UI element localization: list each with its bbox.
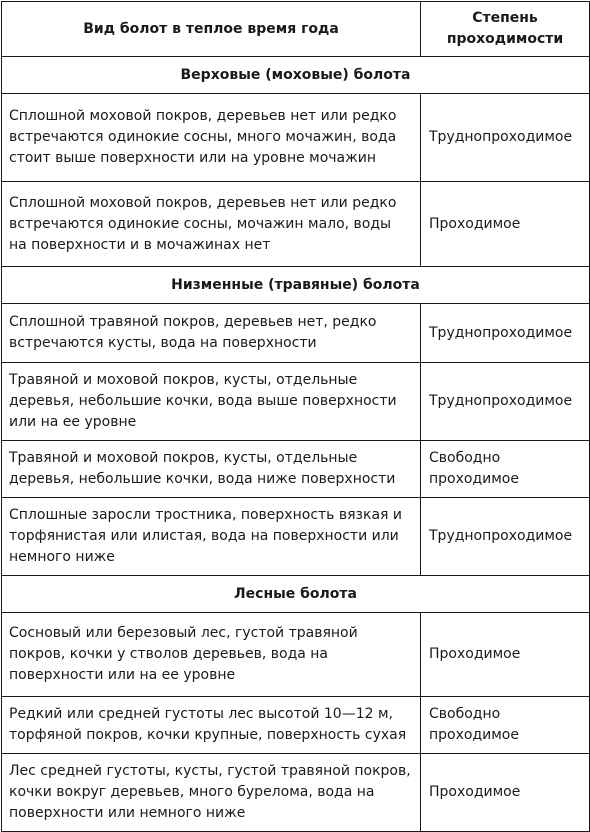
header-row <box>2 2 590 57</box>
table-row <box>2 498 590 576</box>
section-title: Низменные (травяные) болота <box>2 267 590 304</box>
passability-value: Труднопроходимое <box>421 304 590 363</box>
table-row <box>2 754 590 832</box>
passability-value: Проходимое <box>421 754 590 832</box>
swamp-description: Сплошной моховой покров, деревьев нет или редко встречаются одинокие сосны, мочажин мало, воды на поверхности и в мочажинах нет <box>2 182 421 267</box>
section-title: Верховые (моховые) болота <box>2 57 590 94</box>
section-title: Лесные болота <box>2 576 590 613</box>
table-row <box>2 304 590 363</box>
table-row <box>2 441 590 498</box>
swamp-description: Редкий или средней густоты лес высотой 10—12 м, торфяной покров, кочки крупные, поверхность сухая <box>2 697 421 754</box>
swamp-description: Сосновый или березовый лес, густой травяной покров, кочки у стволов деревьев, вода на поверхности или на ее уровне <box>2 613 421 697</box>
column-header-swamp-type: Вид болот в теплое время года <box>2 2 421 57</box>
passability-value: Проходимое <box>421 182 590 267</box>
section-row <box>2 267 590 304</box>
table-row <box>2 613 590 697</box>
table-row <box>2 363 590 441</box>
swamp-description: Сплошные заросли тростника, поверхность вязкая и торфянистая или илистая, вода на поверхности или немного ниже <box>2 498 421 576</box>
table-row <box>2 182 590 267</box>
passability-value: Труднопроходимое <box>421 363 590 441</box>
section-row <box>2 576 590 613</box>
passability-value: Свободно проходимое <box>421 697 590 754</box>
swamp-description: Сплошной моховой покров, деревьев нет или редко встречаются одинокие сосны, много мочажин, вода стоит выше поверхности или на уровне мочажин <box>2 94 421 182</box>
swamp-description: Травяной и моховой покров, кусты, отдельные деревья, небольшие кочки, вода выше поверхности или на ее уровне <box>2 363 421 441</box>
passability-value: Труднопроходимое <box>421 94 590 182</box>
swamp-description: Лес средней густоты, кусты, густой травяной покров, кочки вокруг деревьев, много бурелома, вода на поверхности или немного ниже <box>2 754 421 832</box>
section-row <box>2 57 590 94</box>
table-row <box>2 94 590 182</box>
swamp-description: Сплошной травяной покров, деревьев нет, редко встречаются кусты, вода на поверхности <box>2 304 421 363</box>
swamp-passability-table <box>1 1 590 832</box>
column-header-passability: Степень проходимости <box>421 2 590 57</box>
table-row <box>2 697 590 754</box>
passability-value: Свободно проходимое <box>421 441 590 498</box>
passability-value: Труднопроходимое <box>421 498 590 576</box>
swamp-description: Травяной и моховой покров, кусты, отдельные деревья, небольшие кочки, вода ниже поверхности <box>2 441 421 498</box>
passability-value: Проходимое <box>421 613 590 697</box>
